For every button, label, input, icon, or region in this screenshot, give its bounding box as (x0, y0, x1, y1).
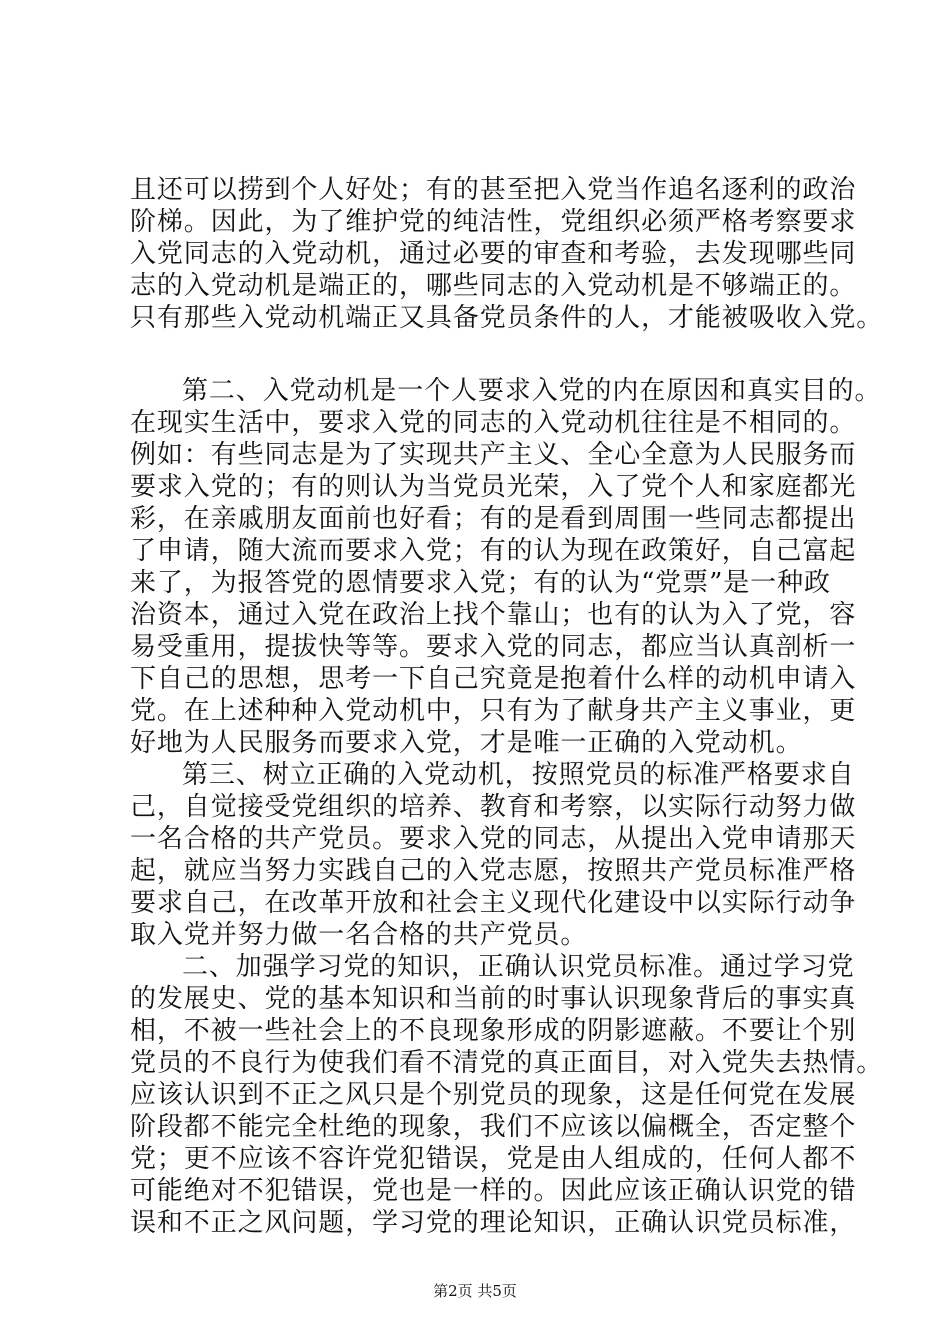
text-line: 且还可以捞到个人好处；有的甚至把入党当作追名逐利的政治 (130, 175, 857, 205)
paragraph (130, 375, 882, 759)
text-line: 要求入党的；有的则认为当党员光荣，入了党个人和家庭都光 (130, 472, 857, 502)
text-line: 了申请，随大流而要求入党；有的认为现在政策好，自己富起 (130, 536, 857, 566)
text-line: 在现实生活中，要求入党的同志的入党动机往往是不相同的。 (130, 408, 857, 438)
text-line: 下自己的思想，思考一下自己究竟是抱着什么样的动机申请入 (130, 664, 857, 694)
text-line: 党；更不应该不容许党犯错误，党是由人组成的，任何人都不 (130, 1144, 857, 1174)
text-line: 阶梯。因此，为了维护党的纯洁性，党组织必须严格考察要求 (130, 207, 857, 237)
text-line: 误和不正之风问题，学习党的理论知识，正确认识党员标准， (130, 1208, 857, 1238)
text-line: 彩，在亲戚朋友面前也好看；有的是看到周围一些同志都提出 (130, 504, 857, 534)
text-line: 应该认识到不正之风只是个别党员的现象，这是任何党在发展 (130, 1080, 857, 1110)
text-line: 入党同志的入党动机，通过必要的审查和考验，去发现哪些同 (130, 239, 857, 269)
text-line: 取入党并努力做一名合格的共产党员。 (130, 920, 588, 950)
text-line: 己，自觉接受党组织的培养、教育和考察，以实际行动努力做 (130, 792, 857, 822)
text-line: 可能绝对不犯错误，党也是一样的。因此应该正确认识党的错 (130, 1176, 857, 1206)
text-line: 第三、树立正确的入党动机，按照党员的标准严格要求自 (182, 760, 855, 790)
text-line: 一名合格的共产党员。要求入党的同志，从提出入党申请那天 (130, 824, 857, 854)
text-line: 只有那些入党动机端正又具备党员条件的人，才能被吸收入党。 (130, 303, 884, 333)
text-line: 志的入党动机是端正的，哪些同志的入党动机是不够端正的。 (130, 271, 857, 301)
text-line: 例如：有些同志是为了实现共产主义、全心全意为人民服务而 (130, 440, 857, 470)
paragraph (130, 951, 884, 1239)
text-line: 二、加强学习党的知识，正确认识党员标准。通过学习党 (182, 952, 855, 982)
paragraph (130, 759, 858, 951)
text-line: 第二、入党动机是一个人要求入党的内在原因和真实目的。 (182, 376, 882, 406)
text-line: 阶段都不能完全杜绝的现象，我们不应该以偏概全，否定整个 (130, 1112, 857, 1142)
text-line: 好地为人民服务而要求入党，才是唯一正确的入党动机。 (130, 728, 803, 758)
text-line: 起，就应当努力实践自己的入党志愿，按照共产党员标准严格 (130, 856, 857, 886)
text-line: 相，不被一些社会上的不良现象形成的阴影遮蔽。不要让个别 (130, 1016, 857, 1046)
text-line: 要求自己，在改革开放和社会主义现代化建设中以实际行动争 (130, 888, 857, 918)
text-line: 来了，为报答党的恩情要求入党；有的认为“党票”是一种政 (130, 568, 831, 598)
document-body (130, 174, 884, 1239)
paragraph-gap (130, 334, 858, 375)
text-line: 易受重用，提拔快等等。要求入党的同志，都应当认真剖析一 (130, 632, 857, 662)
text-line: 的发展史、党的基本知识和当前的时事认识现象背后的事实真 (130, 984, 857, 1014)
text-line: 党。在上述种种入党动机中，只有为了献身共产主义事业，更 (130, 696, 857, 726)
page-footer: 第2页 共5页 (433, 1282, 517, 1300)
paragraph (130, 174, 884, 334)
text-line: 党员的不良行为使我们看不清党的真正面目，对入党失去热情。 (130, 1048, 884, 1078)
text-line: 治资本，通过入党在政治上找个靠山；也有的认为入了党，容 (130, 600, 857, 630)
